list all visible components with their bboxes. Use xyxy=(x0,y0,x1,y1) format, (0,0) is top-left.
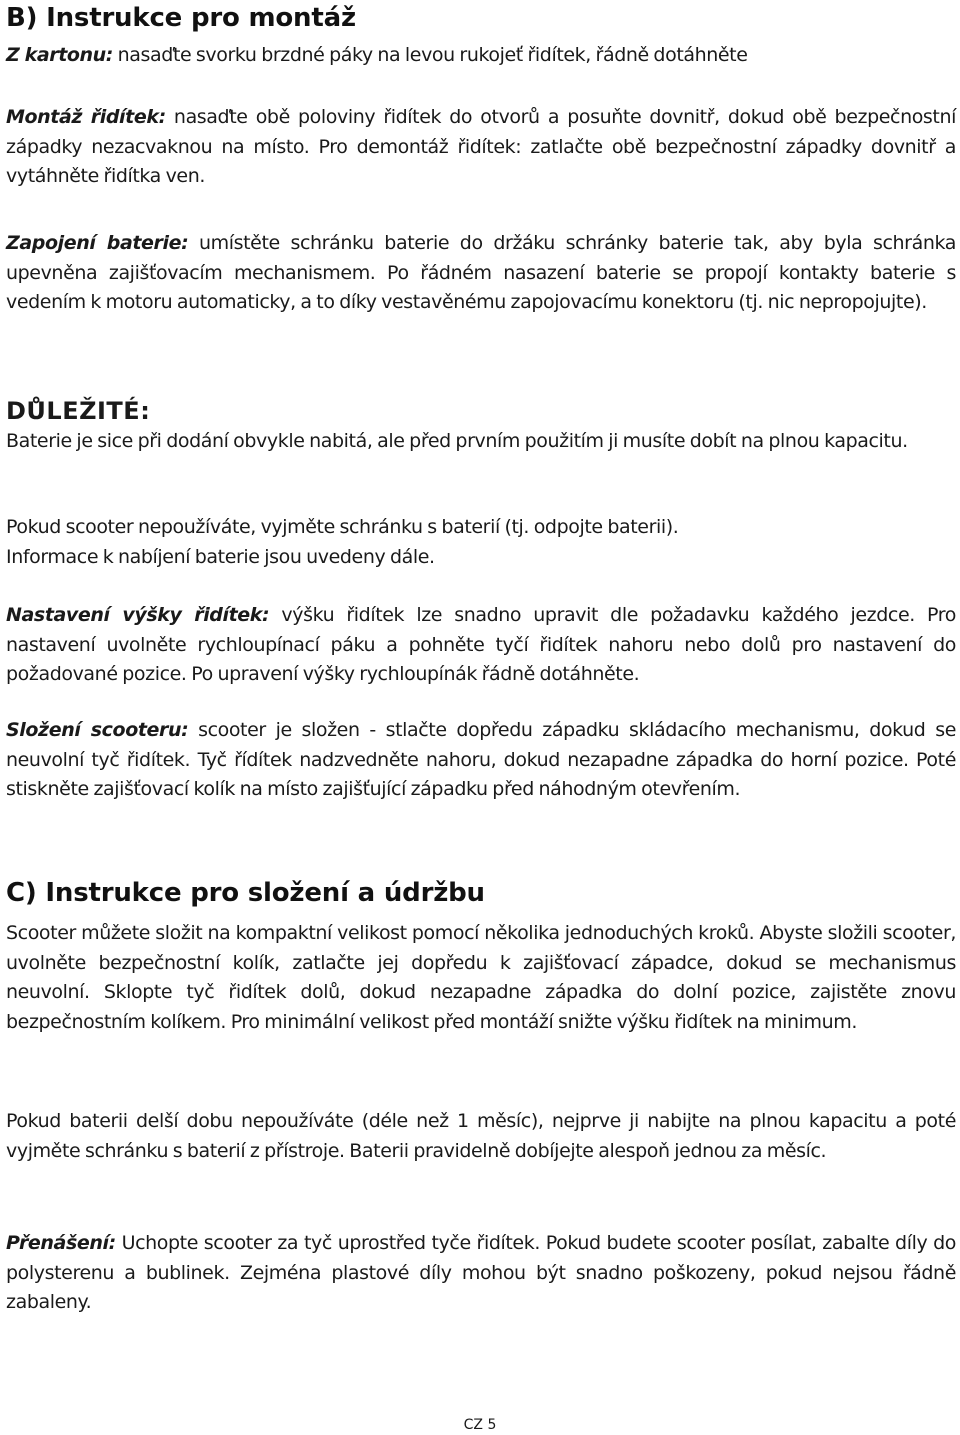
paragraph-battery-charging: Baterie je sice při dodání obvykle nabitá, ale před prvním použitím ji musíte dobít na plnou kapacitu. xyxy=(6,430,908,452)
paragraph-storage: Pokud baterii delší dobu nepoužíváte (déle než 1 měsíc), nejprve ji nabijte na plnou kapacitu a poté vyjměte schránku s baterií z přístroje. Baterii pravidelně dobíjejte alespoň jednou za měsíc. xyxy=(6,1110,956,1162)
text-carrying: Uchopte scooter za tyč uprostřed tyče řidítek. Pokud budete scooter posílat, zabalte díly do polysterenu a bublinek. Zejména plastové díly mohou být snadno poškozeny, pokud nejsou řádně zabaleny. xyxy=(6,1232,956,1313)
text-scooter-assembly: scooter je složen - stlačte dopředu západku skládacího mechanismu, dokud se neuvolní tyč řidítek. Tyč řídítek nadzvedněte nahoru, dokud nezapadne západka do horní pozice. Poté stiskněte zajišťovací kolík na místo zajišťující západku před náhodným otevřením. xyxy=(6,719,956,800)
battery-removal-line-1: Pokud scooter nepoužíváte, vyjměte schránku s baterií (tj. odpojte baterii). xyxy=(6,516,679,538)
paragraph-carrying xyxy=(6,1229,956,1318)
paragraph-from-box xyxy=(6,41,956,71)
important-heading: DŮLEŽITÉ: xyxy=(6,397,151,425)
label-from-box: Z kartonu: xyxy=(6,44,114,66)
text-handlebar-mounting: nasaďte obě poloviny řidítek do otvorů a posuňte dovnitř, dokud obě bezpečnostní západky nezacvaknou na místo. Pro demontáž řidítek: zatlačte obě bezpečnostní západky dovnitř a vytáhněte řidítka ven. xyxy=(6,106,957,187)
label-handlebar-height: Nastavení výšky řidítek: xyxy=(6,604,270,626)
label-battery-connection: Zapojení baterie: xyxy=(6,232,189,254)
paragraph-battery-connection xyxy=(6,229,956,318)
paragraph-handlebar-mounting xyxy=(6,103,956,192)
section-b-heading: B) Instrukce pro montáž xyxy=(6,3,356,33)
section-c-heading: C) Instrukce pro složení a údržbu xyxy=(6,878,485,908)
paragraph-battery-removal xyxy=(6,513,956,572)
text-battery-connection: umístěte schránku baterie do držáku schránky baterie tak, aby byla schránka upevněna zajišťovacím mechanismem. Po řádném nasazení baterie se propojí kontakty baterie s vedením k motoru automaticky, a to díky vestavěnému zapojovacímu konektoru (tj. nic nepropojujte). xyxy=(6,232,956,313)
paragraph-scooter-assembly xyxy=(6,716,956,805)
label-scooter-assembly: Složení scooteru: xyxy=(6,719,189,741)
text-from-box: nasaďte svorku brzdné páky na levou rukojeť řidítek, řádně dotáhněte xyxy=(113,44,748,66)
page-number: CZ 5 xyxy=(463,1417,497,1433)
paragraph-handlebar-height xyxy=(6,601,956,690)
battery-removal-line-2: Informace k nabíjení baterie jsou uvedeny dále. xyxy=(6,545,435,568)
label-handlebar-mounting: Montáž řidítek: xyxy=(6,106,166,128)
label-carrying: Přenášení: xyxy=(6,1232,116,1254)
paragraph-folding: Scooter můžete složit na kompaktní velikost pomocí několika jednoduchých kroků. Abyste složili scooter, uvolněte bezpečnostní kolík, zatlačte jej dopředu k zajišťovací západce, dokud se mechanismus neuvolní. Sklopte tyč řidítek dolů, dokud nezapadne západka do dolní pozice, zajistěte znovu bezpečnostním kolíkem. Pro minimální velikost před montáží snižte výšku řidítek na minimum. xyxy=(6,922,956,1033)
text-handlebar-height: výšku řidítek lze snadno upravit dle požadavku každého jezdce. Pro nastavení uvolněte rychloupínací páku a pohněte tyčí řidítek nahoru nebo dolů pro nastavení do požadované pozice. Po upravení výšky rychloupínák řádně dotáhněte. xyxy=(6,604,956,685)
